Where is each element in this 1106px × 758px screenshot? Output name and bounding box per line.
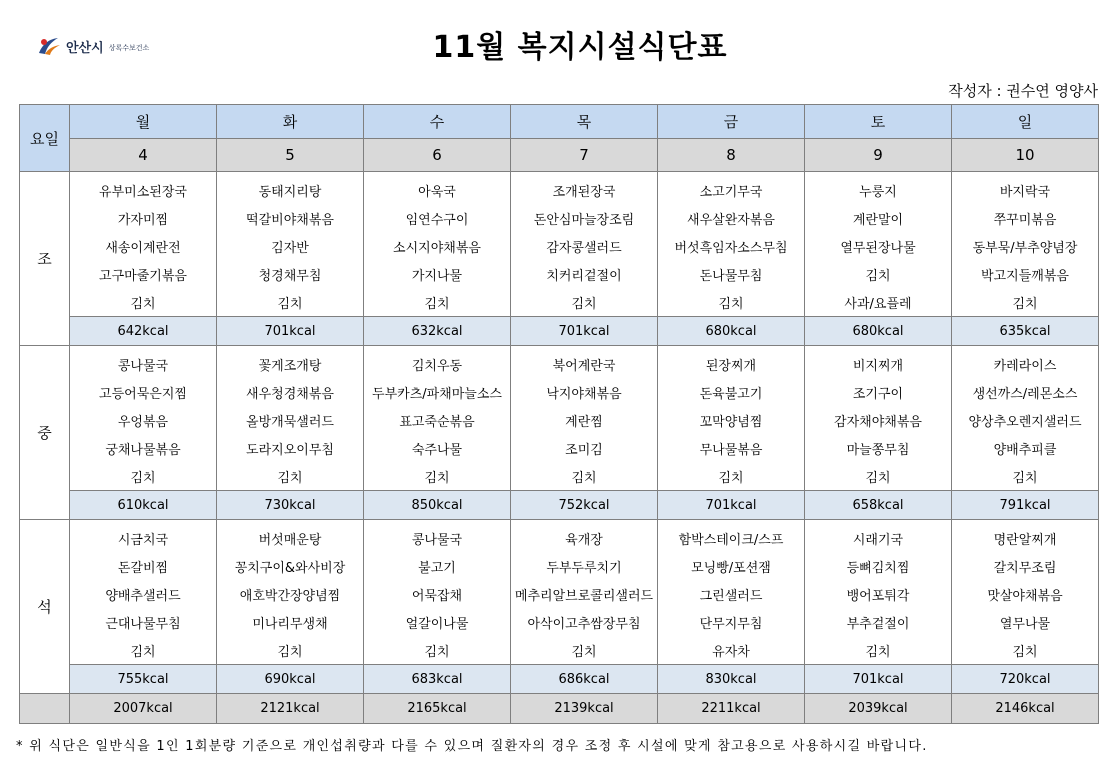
total-kcal-cell: 2165kcal: [364, 694, 511, 724]
meal-label: 중: [20, 346, 70, 520]
dish-cell: 조기구이: [805, 378, 952, 406]
dish-cell: 김치: [511, 462, 658, 491]
date-header: 7: [511, 139, 658, 172]
dish-cell: 우엉볶음: [70, 406, 217, 434]
dish-cell: 누룽지: [805, 172, 952, 205]
dish-cell: 고구마줄기볶음: [70, 260, 217, 288]
dish-cell: 김치: [70, 462, 217, 491]
dish-cell: 유자차: [658, 636, 805, 665]
day-header: 일: [952, 105, 1099, 139]
date-header: 9: [805, 139, 952, 172]
weekday-label: 요일: [20, 105, 70, 172]
dish-cell: 돈육불고기: [658, 378, 805, 406]
dish-cell: 김치: [805, 462, 952, 491]
dish-cell: 콩나물국: [70, 346, 217, 379]
dish-cell: 김치: [805, 636, 952, 665]
dish-cell: 그린샐러드: [658, 580, 805, 608]
dish-cell: 열무나물: [952, 608, 1099, 636]
menu-table: [19, 104, 1099, 724]
kcal-cell: 686kcal: [511, 665, 658, 694]
dish-row: [20, 232, 1099, 260]
kcal-cell: 752kcal: [511, 491, 658, 520]
dish-cell: 김치: [952, 462, 1099, 491]
kcal-cell: 642kcal: [70, 317, 217, 346]
dish-cell: 마늘쫑무침: [805, 434, 952, 462]
dish-cell: 돈나물무침: [658, 260, 805, 288]
kcal-cell: 701kcal: [217, 317, 364, 346]
dish-cell: 계란찜: [511, 406, 658, 434]
dish-cell: 낙지야채볶음: [511, 378, 658, 406]
dish-cell: 떡갈비야채볶음: [217, 204, 364, 232]
dish-cell: 감자채야채볶음: [805, 406, 952, 434]
dish-cell: 가지나물: [364, 260, 511, 288]
dish-row: [20, 520, 1099, 553]
dish-cell: 시금치국: [70, 520, 217, 553]
dish-cell: 고등어묵은지찜: [70, 378, 217, 406]
dish-cell: 가자미찜: [70, 204, 217, 232]
date-header: 5: [217, 139, 364, 172]
dish-cell: 김자반: [217, 232, 364, 260]
day-header: 수: [364, 105, 511, 139]
dish-cell: 치커리겉절이: [511, 260, 658, 288]
dish-cell: 청경채무침: [217, 260, 364, 288]
kcal-row: [20, 491, 1099, 520]
total-kcal-cell: 2211kcal: [658, 694, 805, 724]
total-kcal-cell: 2121kcal: [217, 694, 364, 724]
dish-cell: 김치우동: [364, 346, 511, 379]
dish-cell: 육개장: [511, 520, 658, 553]
day-header: 화: [217, 105, 364, 139]
total-label: [20, 694, 70, 724]
dish-cell: 임연수구이: [364, 204, 511, 232]
kcal-cell: 850kcal: [364, 491, 511, 520]
dish-cell: 새우살완자볶음: [658, 204, 805, 232]
kcal-cell: 755kcal: [70, 665, 217, 694]
kcal-cell: 690kcal: [217, 665, 364, 694]
kcal-cell: 610kcal: [70, 491, 217, 520]
dish-row: [20, 346, 1099, 379]
dish-cell: 함박스테이크/스프: [658, 520, 805, 553]
dish-cell: 김치: [364, 288, 511, 317]
dish-cell: 새우청경채볶음: [217, 378, 364, 406]
dish-cell: 도라지오이무침: [217, 434, 364, 462]
dish-cell: 단무지무침: [658, 608, 805, 636]
kcal-cell: 791kcal: [952, 491, 1099, 520]
dish-cell: 양배추피클: [952, 434, 1099, 462]
dish-cell: 조미김: [511, 434, 658, 462]
dish-cell: 어묵잡채: [364, 580, 511, 608]
dish-cell: 쭈꾸미볶음: [952, 204, 1099, 232]
kcal-row: [20, 317, 1099, 346]
date-header-row: [20, 139, 1099, 172]
total-kcal-cell: 2139kcal: [511, 694, 658, 724]
dish-cell: 등뼈김치찜: [805, 552, 952, 580]
dish-cell: 표고죽순볶음: [364, 406, 511, 434]
dish-cell: 모닝빵/포션잼: [658, 552, 805, 580]
logo-text: 안산시: [66, 40, 104, 56]
dish-cell: 김치: [217, 288, 364, 317]
total-kcal-cell: 2039kcal: [805, 694, 952, 724]
dish-cell: 맛살야채볶음: [952, 580, 1099, 608]
dish-row: [20, 552, 1099, 580]
dish-cell: 돈안심마늘장조림: [511, 204, 658, 232]
day-header: 목: [511, 105, 658, 139]
author: 작성자 : 권수연 영양사: [948, 82, 1098, 100]
dish-cell: 숙주나물: [364, 434, 511, 462]
dish-cell: 비지찌개: [805, 346, 952, 379]
dish-cell: 김치: [658, 288, 805, 317]
dish-cell: 아욱국: [364, 172, 511, 205]
dish-cell: 궁채나물볶음: [70, 434, 217, 462]
dish-cell: 생선까스/레몬소스: [952, 378, 1099, 406]
total-kcal-cell: 2007kcal: [70, 694, 217, 724]
dish-cell: 무나물볶음: [658, 434, 805, 462]
dish-cell: 김치: [952, 636, 1099, 665]
dish-row: [20, 204, 1099, 232]
dish-cell: 동부묵/부추양념장: [952, 232, 1099, 260]
dish-cell: 감자콩샐러드: [511, 232, 658, 260]
kcal-cell: 658kcal: [805, 491, 952, 520]
dish-cell: 바지락국: [952, 172, 1099, 205]
dish-cell: 동태지리탕: [217, 172, 364, 205]
kcal-cell: 635kcal: [952, 317, 1099, 346]
dish-row: [20, 406, 1099, 434]
dish-cell: 김치: [511, 288, 658, 317]
dish-row: [20, 288, 1099, 317]
dish-cell: 시래기국: [805, 520, 952, 553]
dish-cell: 사과/요플레: [805, 288, 952, 317]
dish-cell: 김치: [70, 636, 217, 665]
dish-cell: 소시지야채볶음: [364, 232, 511, 260]
day-header: 월: [70, 105, 217, 139]
dish-cell: 버섯흑임자소스무침: [658, 232, 805, 260]
meal-label: 석: [20, 520, 70, 694]
kcal-cell: 701kcal: [511, 317, 658, 346]
dish-cell: 메추리알브로콜리샐러드: [511, 580, 658, 608]
dish-cell: 두부카츠/파채마늘소스: [364, 378, 511, 406]
kcal-cell: 730kcal: [217, 491, 364, 520]
dish-cell: 김치: [805, 260, 952, 288]
dish-cell: 양배추샐러드: [70, 580, 217, 608]
dish-cell: 김치: [70, 288, 217, 317]
dish-cell: 미나리무생채: [217, 608, 364, 636]
dish-row: [20, 378, 1099, 406]
dish-row: [20, 462, 1099, 491]
dish-cell: 양상추오렌지샐러드: [952, 406, 1099, 434]
dish-cell: 소고기무국: [658, 172, 805, 205]
dish-cell: 갈치무조림: [952, 552, 1099, 580]
dish-row: [20, 608, 1099, 636]
dish-row: [20, 434, 1099, 462]
dish-cell: 김치: [217, 636, 364, 665]
kcal-cell: 683kcal: [364, 665, 511, 694]
date-header: 6: [364, 139, 511, 172]
dish-cell: 김치: [364, 636, 511, 665]
kcal-cell: 632kcal: [364, 317, 511, 346]
dish-cell: 새송이계란전: [70, 232, 217, 260]
dish-cell: 근대나물무침: [70, 608, 217, 636]
meal-label: 조: [20, 172, 70, 346]
dish-cell: 꽁치구이&와사비장: [217, 552, 364, 580]
dish-cell: 올방개묵샐러드: [217, 406, 364, 434]
dish-cell: 김치: [217, 462, 364, 491]
dish-cell: 부추겉절이: [805, 608, 952, 636]
dish-cell: 김치: [511, 636, 658, 665]
dish-cell: 두부두루치기: [511, 552, 658, 580]
date-header: 4: [70, 139, 217, 172]
dish-cell: 조개된장국: [511, 172, 658, 205]
footnote: * 위 식단은 일반식을 1인 1회분량 기준으로 개인섭취량과 다를 수 있으며 질환자의 경우 조정 후 시설에 맞게 참고용으로 사용하시길 바랍니다.: [16, 739, 928, 754]
dish-row: [20, 580, 1099, 608]
logo-subtitle: 상록수보건소: [108, 43, 150, 52]
dish-cell: 아삭이고추쌈장무침: [511, 608, 658, 636]
dish-cell: 김치: [658, 462, 805, 491]
dish-cell: 꽃게조개탕: [217, 346, 364, 379]
page-title: 11월 복지시설식단표: [432, 30, 728, 65]
dish-cell: 된장찌개: [658, 346, 805, 379]
dish-cell: 애호박간장양념찜: [217, 580, 364, 608]
dish-cell: 계란말이: [805, 204, 952, 232]
date-header: 8: [658, 139, 805, 172]
dish-cell: 김치: [364, 462, 511, 491]
dish-cell: 돈갈비찜: [70, 552, 217, 580]
dish-cell: 꼬막양념찜: [658, 406, 805, 434]
date-header: 10: [952, 139, 1099, 172]
dish-cell: 열무된장나물: [805, 232, 952, 260]
kcal-cell: 720kcal: [952, 665, 1099, 694]
dish-row: [20, 172, 1099, 205]
day-header: 금: [658, 105, 805, 139]
dish-cell: 북어계란국: [511, 346, 658, 379]
kcal-cell: 701kcal: [658, 491, 805, 520]
dish-row: [20, 260, 1099, 288]
day-header: 토: [805, 105, 952, 139]
dish-cell: 버섯매운탕: [217, 520, 364, 553]
dish-cell: 김치: [952, 288, 1099, 317]
dish-cell: 유부미소된장국: [70, 172, 217, 205]
kcal-cell: 680kcal: [658, 317, 805, 346]
kcal-row: [20, 665, 1099, 694]
kcal-cell: 680kcal: [805, 317, 952, 346]
kcal-cell: 830kcal: [658, 665, 805, 694]
dish-cell: 불고기: [364, 552, 511, 580]
dish-cell: 뱅어포튀각: [805, 580, 952, 608]
dish-row: [20, 636, 1099, 665]
dish-cell: 콩나물국: [364, 520, 511, 553]
total-kcal-cell: 2146kcal: [952, 694, 1099, 724]
dish-cell: 명란알찌개: [952, 520, 1099, 553]
total-row: [20, 694, 1099, 724]
dish-cell: 얼갈이나물: [364, 608, 511, 636]
kcal-cell: 701kcal: [805, 665, 952, 694]
dish-cell: 카레라이스: [952, 346, 1099, 379]
dish-cell: 박고지들깨볶음: [952, 260, 1099, 288]
day-header-row: [20, 105, 1099, 139]
